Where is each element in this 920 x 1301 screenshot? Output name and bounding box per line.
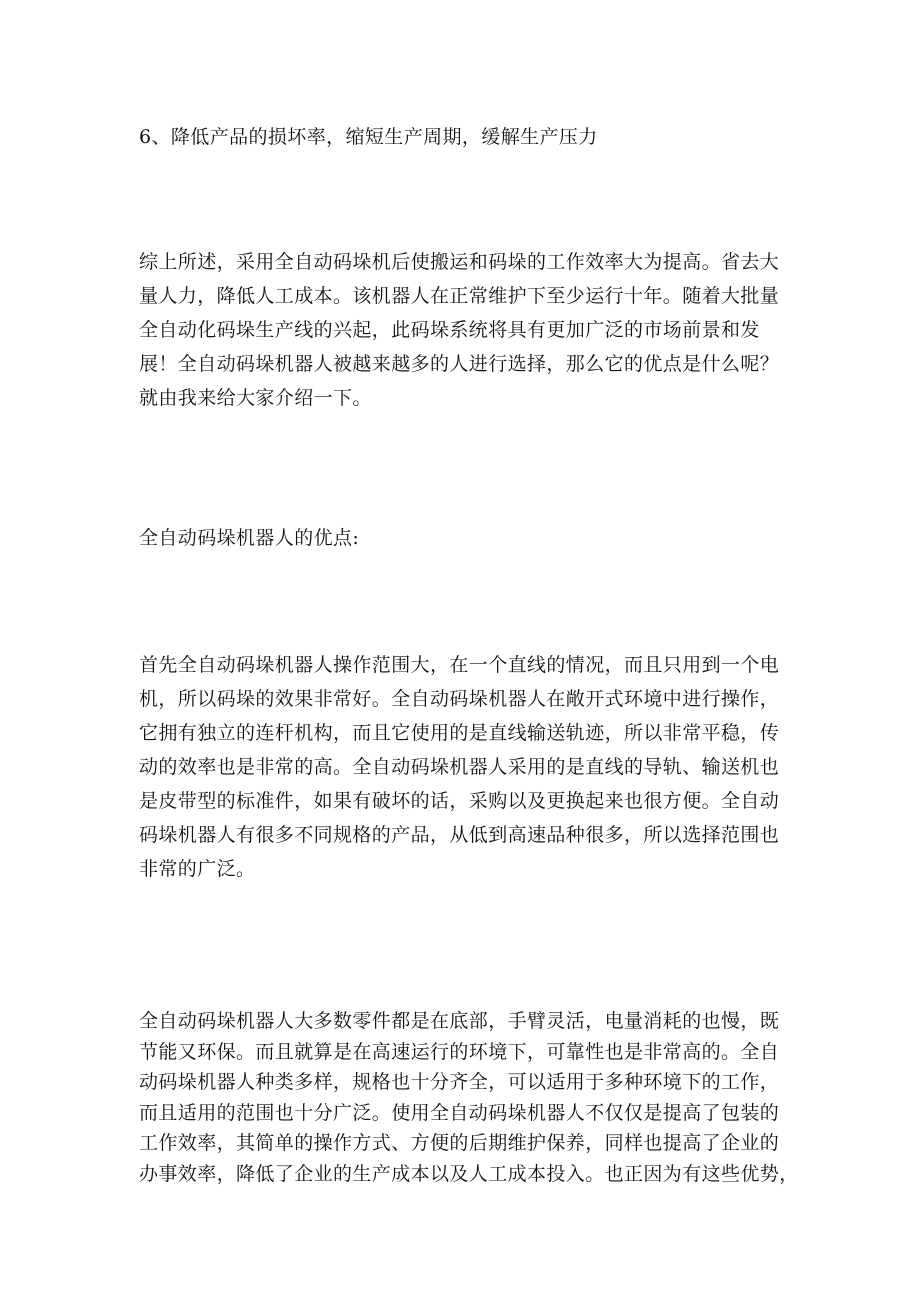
text-line: 量人力，降低人工成本。该机器人在正常维护下至少运行十年。随着大批量 (139, 285, 780, 307)
section-heading-6 (139, 123, 791, 151)
text-line: 机，所以码垛的效果非常好。全自动码垛机器人在敞开式环境中进行操作， (139, 688, 780, 710)
text-line: 就由我来给大家介绍一下。 (139, 387, 372, 409)
text-line: 首先全自动码垛机器人操作范围大，在一个直线的情况，而且只用到一个电 (139, 654, 780, 676)
text-line: 码垛机器人有很多不同规格的产品，从低到高速品种很多，所以选择范围也 (139, 824, 780, 846)
summary-paragraph (139, 245, 791, 415)
advantages-paragraph-2 (139, 1006, 799, 1189)
text-line: 办事效率，降低了企业的生产成本以及人工成本投入。也正因为有这些优势， (139, 1162, 799, 1185)
text-line: 动的效率也是非常的高。全自动码垛机器人采用的是直线的导轨、输送机也 (139, 756, 780, 778)
advantages-paragraph-1 (139, 648, 791, 886)
text-line: 工作效率，其简单的操作方式、方便的后期维护保养，同样也提高了企业的 (139, 1132, 780, 1154)
text-line: 非常的广泛。 (139, 858, 256, 880)
text-line: 是皮带型的标准件，如果有破坏的话，采购以及更换起来也很方便。全自动 (139, 790, 780, 812)
text-line: 全自动码垛机器人大多数零件都是在底部，手臂灵活，电量消耗的也慢，既 (139, 1010, 780, 1032)
text-line: 动码垛机器人种类多样，规格也十分齐全，可以适用于多种环境下的工作， (139, 1071, 780, 1093)
text-line: 展！全自动码垛机器人被越来越多的人进行选择，那么它的优点是什么呢？ (139, 353, 780, 375)
advantages-heading (139, 524, 791, 552)
text-line: 它拥有独立的连杆机构，而且它使用的是直线输送轨迹，所以非常平稳，传 (139, 722, 780, 744)
text-line: 综上所述，采用全自动码垛机后使搬运和码垛的工作效率大为提高。省去大 (139, 251, 780, 273)
heading-line: 全自动码垛机器人的优点: (139, 527, 360, 549)
text-line: 而且适用的范围也十分广泛。使用全自动码垛机器人不仅仅是提高了包装的 (139, 1101, 780, 1124)
heading-line: 6、降低产品的损坏率，缩短生产周期，缓解生产压力 (139, 126, 598, 148)
text-line: 节能又环保。而且就算是在高速运行的环境下，可靠性也是非常高的。全自 (139, 1040, 780, 1063)
text-line: 全自动化码垛生产线的兴起，此码垛系统将具有更加广泛的市场前景和发 (139, 319, 760, 341)
